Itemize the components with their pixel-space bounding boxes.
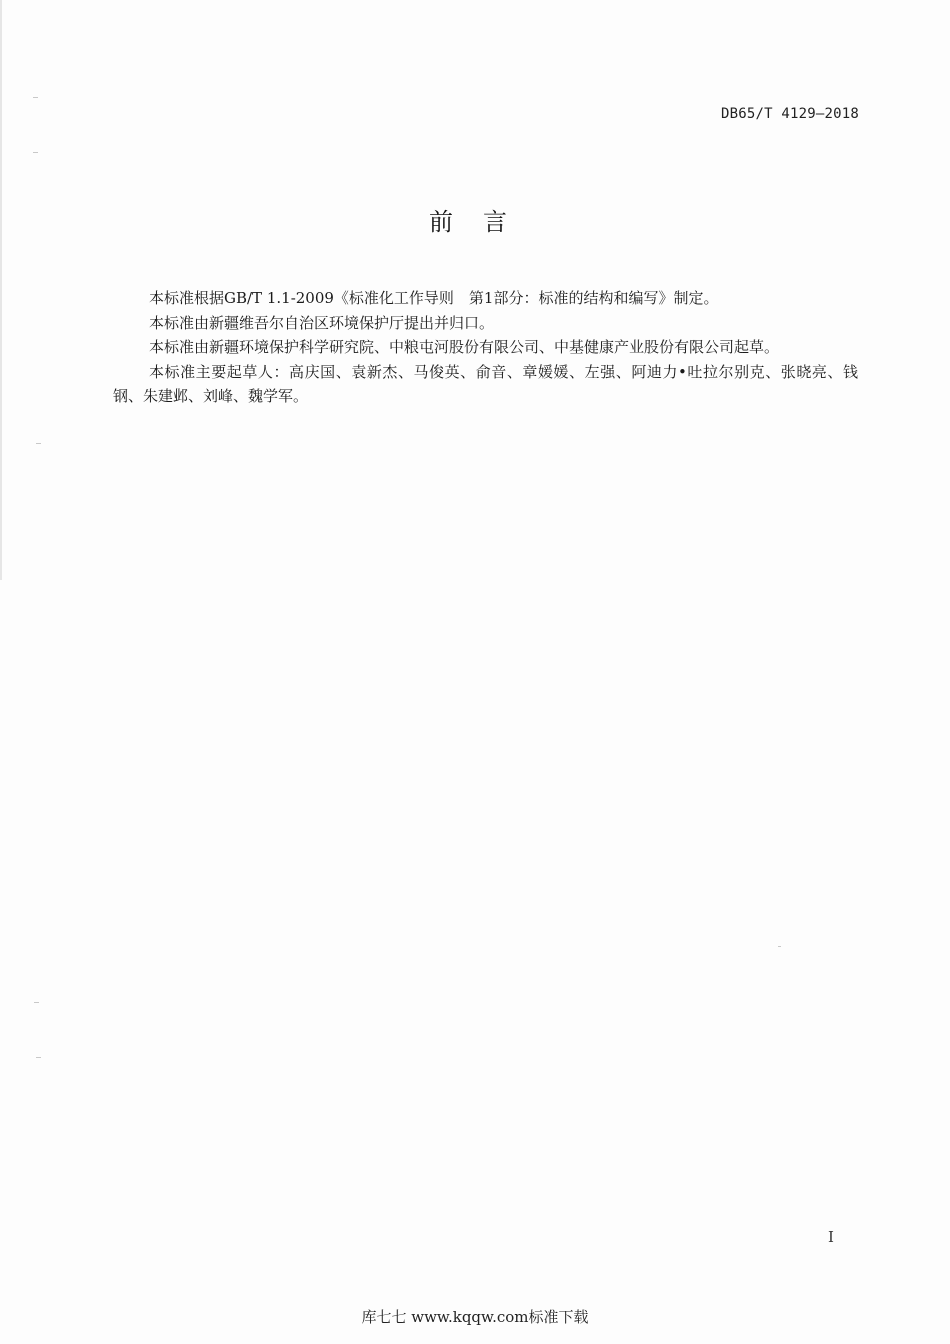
- paragraph-drafting-units: 本标准由新疆环境保护科学研究院、中粮屯河股份有限公司、中基健康产业股份有限公司起草。: [149, 338, 780, 356]
- scan-speck: [778, 946, 781, 947]
- paragraph-basis: 本标准根据GB/T 1.1-2009《标准化工作导则 第1部分：标准的结构和编写》制定。: [149, 289, 719, 307]
- footer-watermark: 库七七 www.kqqw.com标准下载: [361, 1308, 589, 1326]
- paragraph-drafters: 本标准主要起草人：高庆国、袁新杰、马俊英、俞音、章媛媛、左强、阿迪力•吐拉尔别克、张晓亮、钱钢、朱建邺、刘峰、魏学军。: [113, 362, 858, 405]
- paragraph-proposer: 本标准由新疆维吾尔自治区环境保护厅提出并归口。: [149, 313, 495, 332]
- page-number: I: [828, 1228, 834, 1246]
- standard-code: DB65/T 4129—2018: [720, 106, 859, 122]
- scan-speck: [33, 97, 38, 98]
- page-title: 前言: [429, 208, 537, 236]
- scan-edge-shadow: [0, 0, 2, 580]
- scan-speck: [34, 1002, 39, 1003]
- scan-speck: [36, 443, 41, 444]
- scan-speck: [36, 1057, 41, 1058]
- scan-speck: [33, 152, 38, 153]
- foreword-body: [113, 286, 858, 409]
